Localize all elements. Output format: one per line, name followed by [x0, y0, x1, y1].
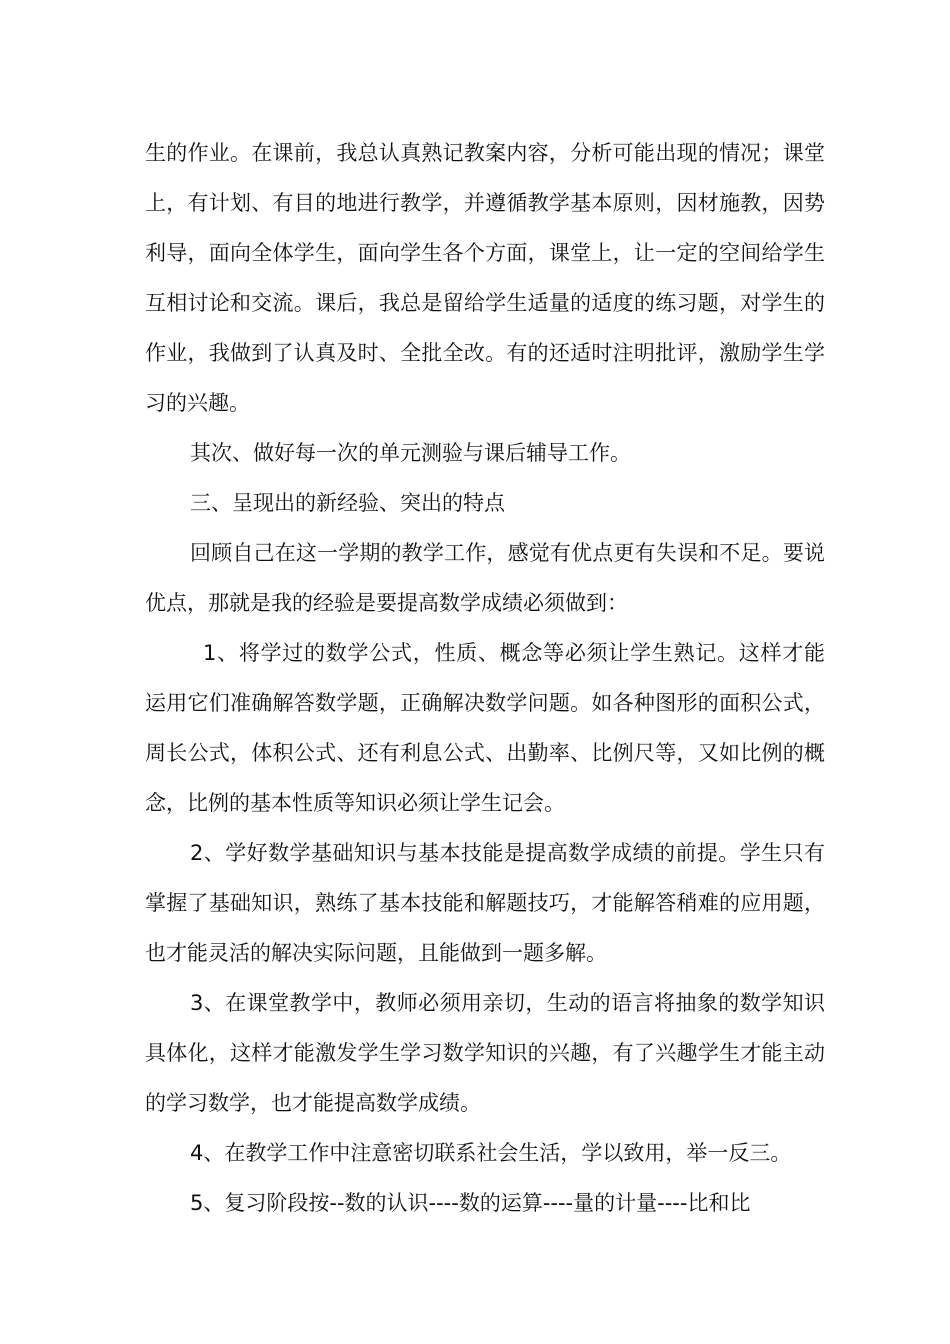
paragraph-review: 回顾自己在这一学期的教学工作，感觉有优点更有失误和不足。要说优点，那就是我的经验是要提高数学成绩必须做到： [145, 541, 825, 615]
section-heading-new-experience: 三、呈现出的新经验、突出的特点 [190, 491, 505, 515]
list-item-1: 1、将学过的数学公式，性质、概念等必须让学生熟记。这样才能运用它们准确解答数学题，正确解决数学问题。如各种图形的面积公式，周长公式，体积公式、还有利息公式、出勤率、比例尺等，又如比例的概念，比例的基本性质等知识必须让学生记会。 [145, 641, 825, 815]
paragraph-homework: 生的作业。在课前，我总认真熟记教案内容，分析可能出现的情况；课堂上，有计划、有目的地进行教学，并遵循教学基本原则，因材施教，因势利导，面向全体学生，面向学生各个方面，课堂上，让一定的空间给学生互相讨论和交流。课后，我总是留给学生适量的适度的练习题，对学生的作业，我做到了认真及时、全批全改。有的还适时注明批评，激励学生学习的兴趣。 [145, 141, 825, 415]
list-item-2: 2、学好数学基础知识与基本技能是提高数学成绩的前提。学生只有掌握了基础知识，熟练了基本技能和解题技巧，才能解答稍难的应用题，也才能灵活的解决实际问题，且能做到一题多解。 [145, 841, 825, 965]
list-item-3: 3、在课堂教学中，教师必须用亲切，生动的语言将抽象的数学知识具体化，这样才能激发学生学习数学知识的兴趣，有了兴趣学生才能主动的学习数学，也才能提高数学成绩。 [145, 991, 825, 1115]
list-item-4: 4、在教学工作中注意密切联系社会生活，学以致用，举一反三。 [190, 1141, 792, 1165]
list-item-5: 5、复习阶段按--数的认识----数的运算----量的计量----比和比 [190, 1191, 751, 1215]
paragraph-unit-tests: 其次、做好每一次的单元测验与课后辅导工作。 [190, 441, 631, 465]
document-body [145, 128, 825, 1228]
